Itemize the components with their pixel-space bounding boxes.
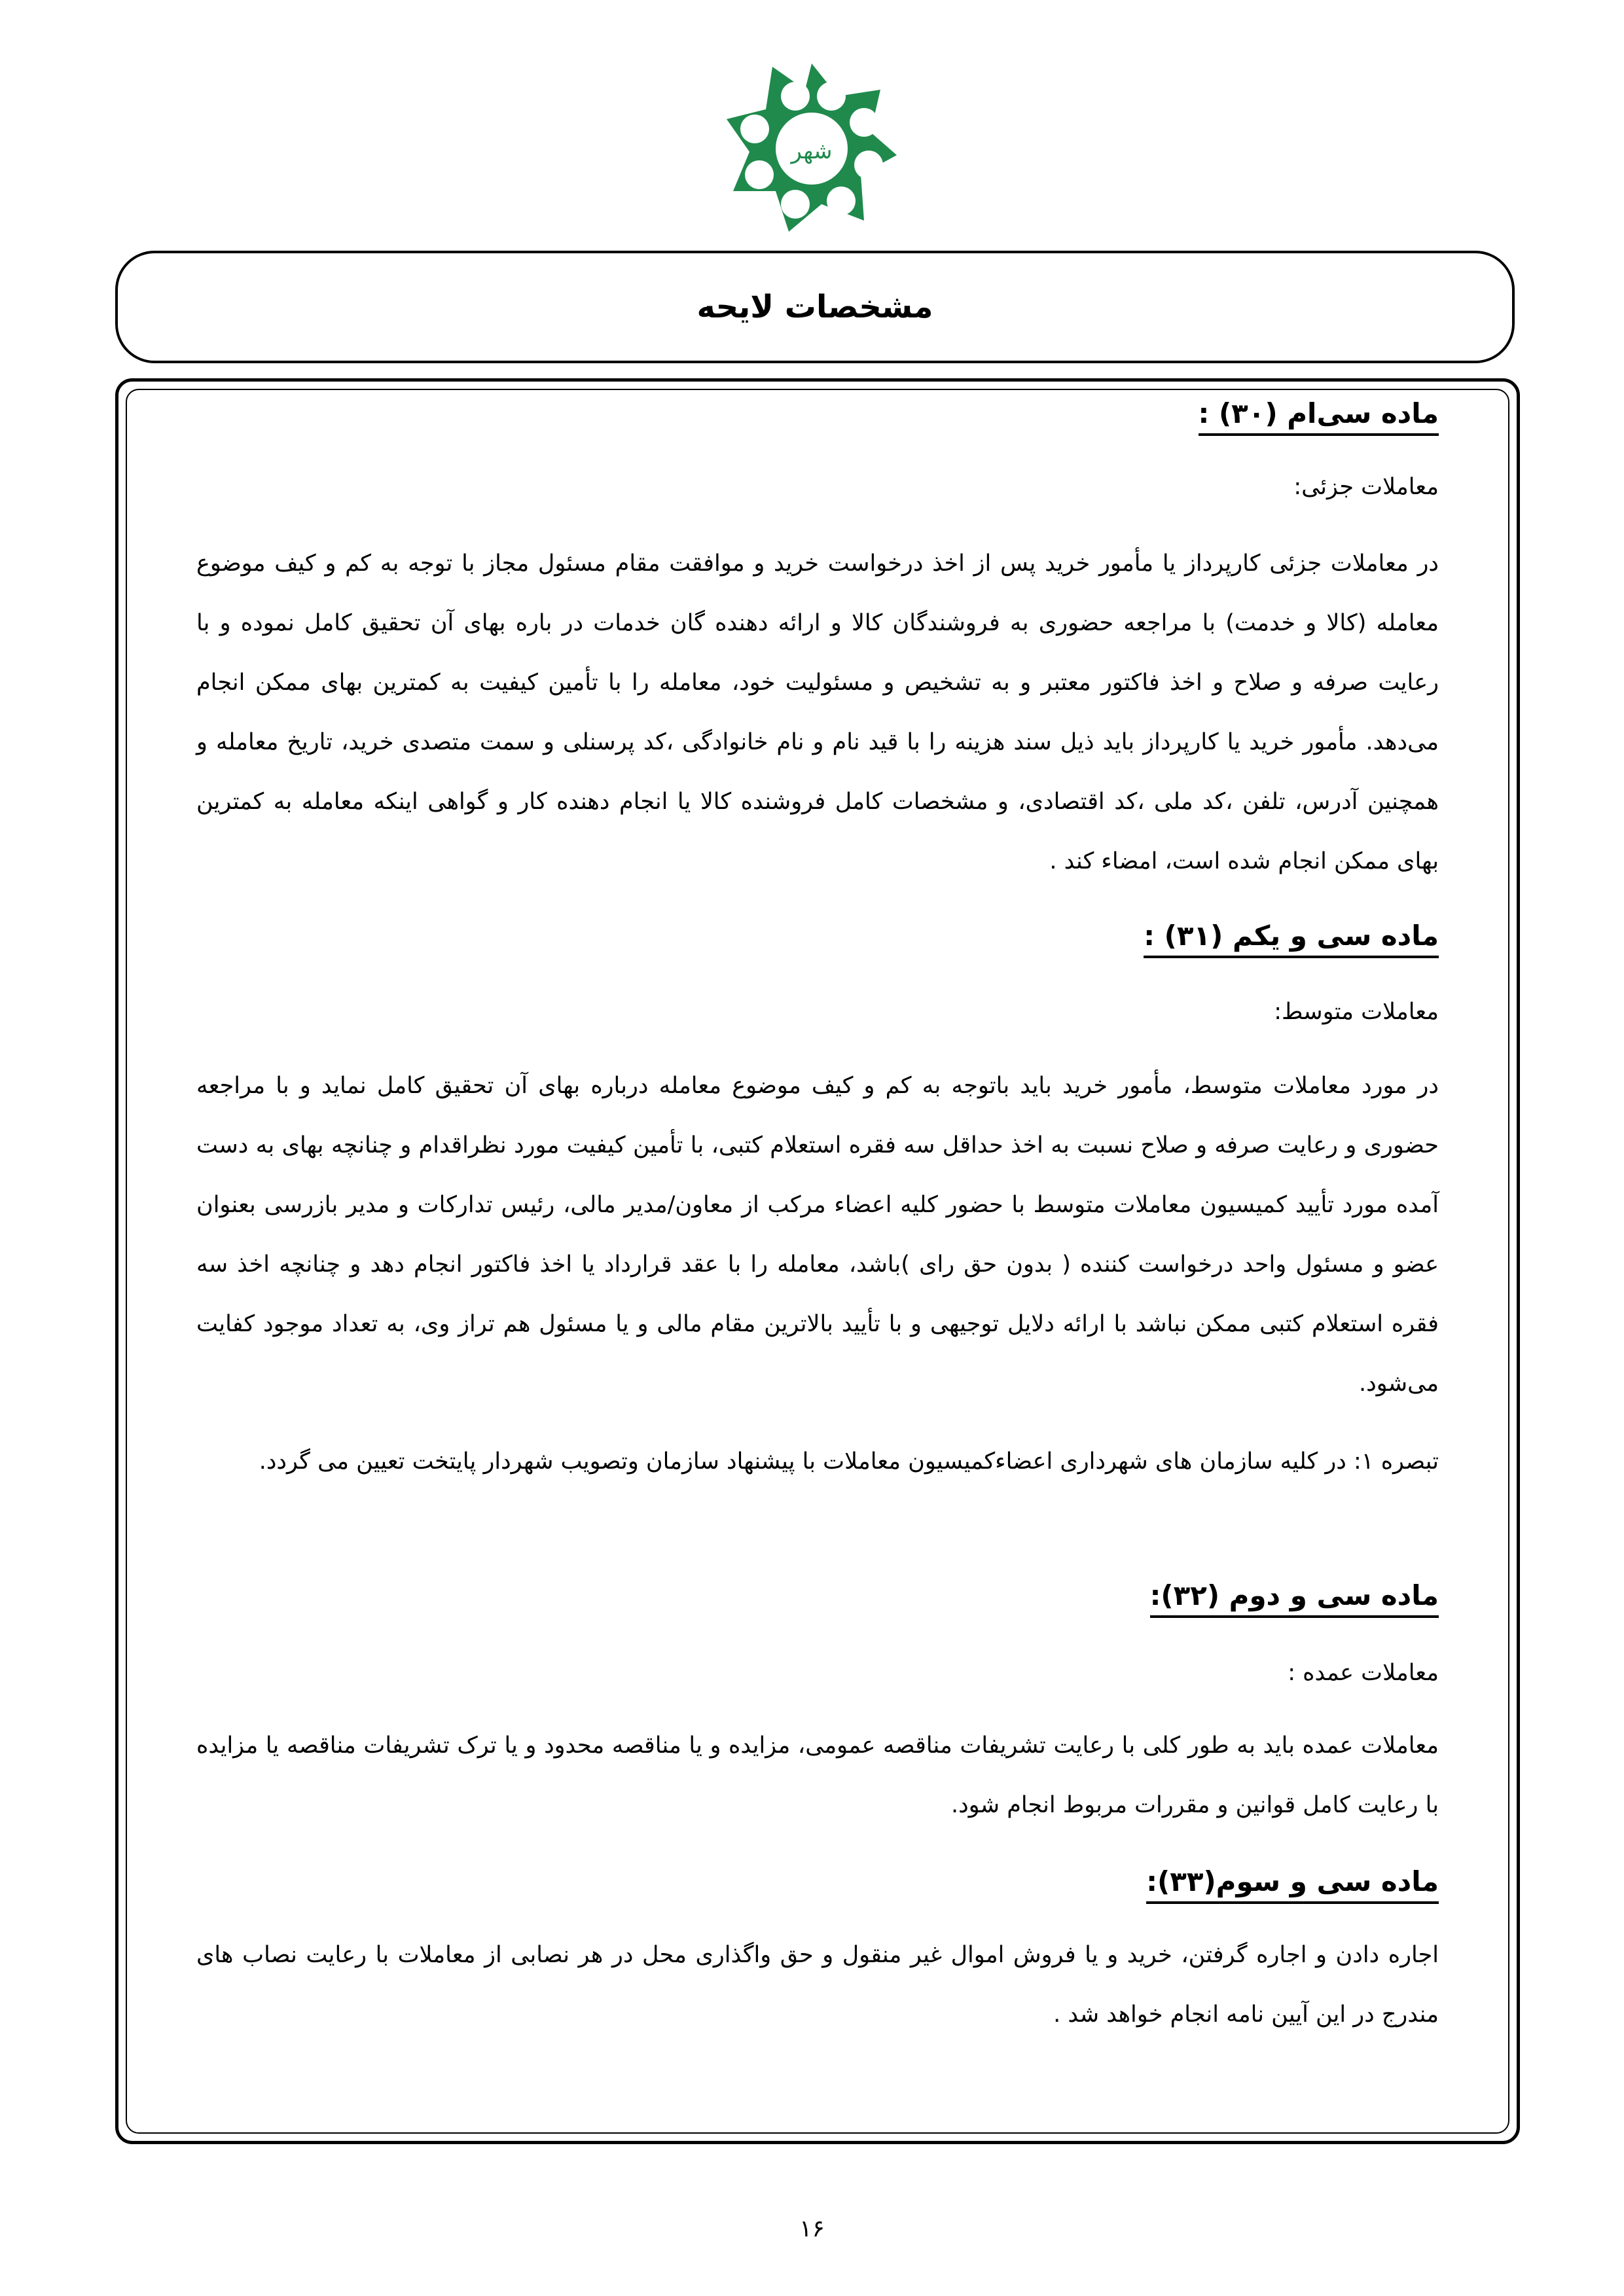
article-33-heading bbox=[196, 1862, 1439, 1901]
article-31-subheading: معاملات متوسط: bbox=[1274, 999, 1439, 1025]
document-title-box bbox=[115, 251, 1515, 363]
article-32-paragraph: معاملات عمده باید به طور کلی با رعایت تشریفات مناقصه عمومی، مزایده و یا مناقصه محدود و یا ترک تشریفات مناقصه یا مزایده با رعایت کامل قوانین و مقررات مربوط انجام شود. bbox=[196, 1732, 1439, 1818]
page-number: ۱۶ bbox=[799, 2215, 825, 2242]
article-31-note: تبصره ۱: در کلیه سازمان های شهرداری اعضاءکمیسیون معاملات با پیشنهاد سازمان وتصویب شهردار پایتخت تعیین می گردد. bbox=[259, 1448, 1439, 1475]
article-30-heading bbox=[196, 394, 1439, 433]
article-32-heading bbox=[196, 1576, 1439, 1615]
article-30-paragraph: در معاملات جزئی کارپرداز یا مأمور خرید پس از اخذ درخواست خرید و موافقت مقام مسئول مجاز با توجه به کم و کیف موضوع معامله (کالا و خدمت) با مراجعه حضوری به فروشندگان کالا و ارائه دهنده گان خدمات در باره بهای آن تحقیق کامل نموده و با رعایت صرفه و صلاح و اخذ فاکتور معتبر و به تشخیص و مسئولیت خود، معامله را با تأمین کیفیت به کمترین بهای ممکن انجام می‌دهد. مأمور خرید یا کارپرداز باید ذیل سند هزینه را با قید نام و نام خانوادگی ،کد پرسنلی و سمت متصدی خرید، تاریخ معامله و همچنین آدرس، تلفن ،کد ملی ،کد اقتصادی، و مشخصات کامل فروشنده کالا یا انجام دهنده کار و گواهی اینکه معامله به کمترین بهای ممکن انجام شده است، امضاء کند . bbox=[196, 550, 1439, 874]
article-31-heading bbox=[196, 916, 1439, 956]
heading-text: ماده سی و سوم(۳۳): bbox=[1146, 1865, 1439, 1904]
tehran-municipality-logo bbox=[723, 60, 900, 234]
document-title: مشخصات لایحه bbox=[696, 289, 933, 325]
article-30-subheading: معاملات جزئی: bbox=[1293, 474, 1439, 500]
article-33-paragraph: اجاره دادن و اجاره گرفتن، خرید و یا فروش اموال غیر منقول و حق واگذاری محل در هر نصابی از معاملات با رعایت نصاب های مندرج در این آیین نامه انجام خواهد شد . bbox=[196, 1942, 1439, 2028]
article-31-paragraph: در مورد معاملات متوسط، مأمور خرید باید باتوجه به کم و کیف موضوع معامله درباره بهای آن تحقیق کامل نماید و با مراجعه حضوری و رعایت صرفه و صلاح نسبت به اخذ حداقل سه فقره استعلام کتبی، با تأمین کیفیت مورد نظراقدام و چنانچه بهای به دست آمده مورد تأیید کمیسیون معاملات متوسط با حضور کلیه اعضاء مرکب از معاون/مدیر مالی، رئیس تدارکات و مدیر بازرسی بعنوان عضو و مسئول واحد درخواست کننده ( بدون حق رای )باشد، معامله را با عقد قرارداد یا اخذ فاکتور انجام دهد و چنانچه اخذ سه فقره استعلام کتبی ممکن نباشد با ارائه دلایل توجیهی و با تأیید بالاترین مقام مالی و یا مسئول هم تراز وی، به تعداد موجود کفایت می‌شود. bbox=[196, 1073, 1439, 1397]
svg-text:شهر: شهر bbox=[791, 138, 833, 164]
article-32-subheading: معاملات عمده : bbox=[1288, 1660, 1439, 1686]
heading-text: ماده سی‌ام (۳۰) : bbox=[1199, 397, 1439, 436]
heading-text: ماده سی و یکم (۳۱) : bbox=[1144, 920, 1439, 958]
heading-text: ماده سی و دوم (۳۲): bbox=[1150, 1579, 1439, 1618]
